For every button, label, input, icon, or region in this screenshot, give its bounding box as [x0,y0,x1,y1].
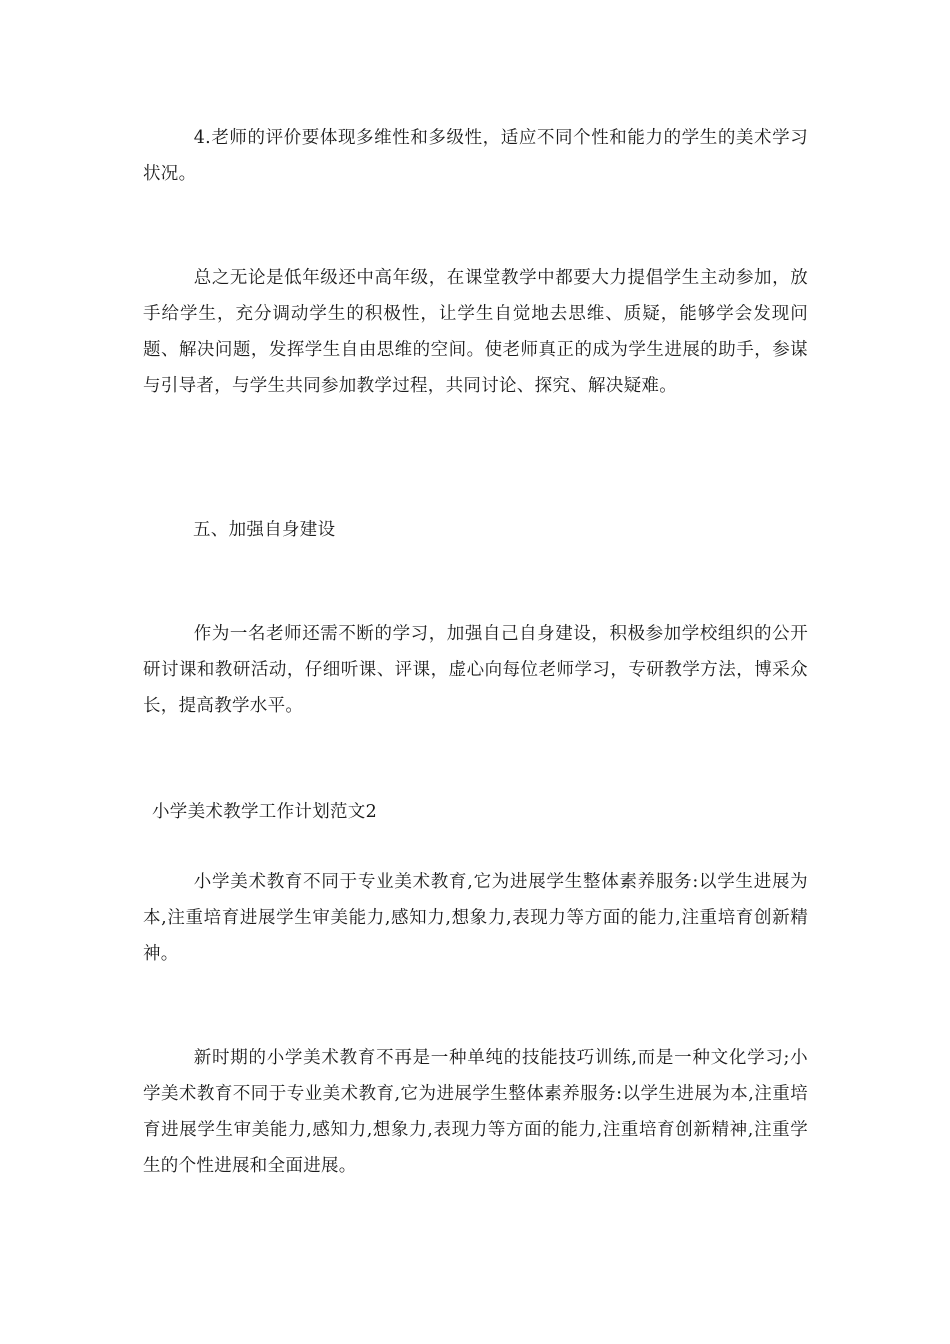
paragraph-self-development: 作为一名老师还需不断的学习，加强自己自身建设，积极参加学校组织的公开研讨课和教研活动，仔细听课、评课，虚心向每位老师学习，专研教学方法，博采众长，提高教学水平。 [143,624,808,716]
paragraph-summary: 总之无论是低年级还中高年级，在课堂教学中都要大力提倡学生主动参加，放手给学生，充分调动学生的积极性，让学生自觉地去思维、质疑，能够学会发现问题、解决问题，发挥学生自由思维的空间。使老师真正的成为学生进展的助手，参谋与引导者，与学生共同参加教学过程，共同讨论、探究、解决疑难。 [143,268,808,396]
paragraph-art-education: 小学美术教育不同于专业美术教育,它为进展学生整体素养服务:以学生进展为本,注重培育进展学生审美能力,感知力,想象力,表现力等方面的能力,注重培育创新精神。 [143,872,808,964]
paragraph-new-era: 新时期的小学美术教育不再是一种单纯的技能技巧训练,而是一种文化学习;小学美术教育不同于专业美术教育,它为进展学生整体素养服务:以学生进展为本,注重培育进展学生审美能力,感知力,想象力,表现力等方面的能力,注重培育创新精神,注重学生的个性进展和全面进展。 [143,1048,808,1176]
section-heading-five: 五、加强自身建设 [193,520,336,540]
paragraph-evaluation: 4.老师的评价要体现多维性和多级性，适应不同个性和能力的学生的美术学习状况。 [143,128,808,184]
document-subtitle: 小学美术教学工作计划范文2 [152,802,378,822]
